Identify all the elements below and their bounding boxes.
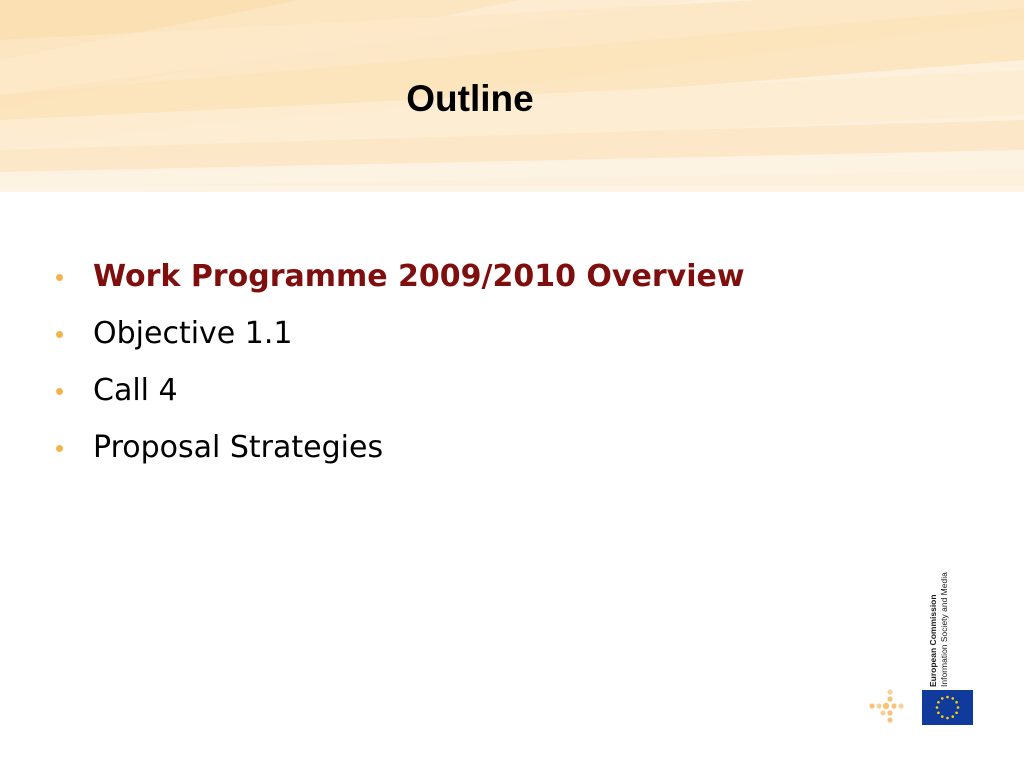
flag-star [957, 706, 960, 709]
flag-star [936, 706, 939, 709]
logo-dot [887, 689, 892, 694]
logo-dot [883, 703, 889, 709]
logo-dot [898, 703, 903, 708]
logo-dot [880, 710, 885, 715]
logo-dot [869, 703, 874, 708]
flag-star [946, 696, 949, 699]
outline-item-label: Proposal Strategies [93, 430, 384, 465]
eu-flag-icon [922, 690, 973, 725]
logo-dot [876, 703, 881, 708]
logo-dot [887, 696, 892, 701]
flag-star [941, 697, 944, 700]
bullet-dot-icon [56, 274, 63, 281]
bullet-dot-icon [56, 388, 63, 395]
flag-star [946, 717, 949, 720]
logo-dot [891, 703, 896, 708]
outline-list [56, 248, 745, 476]
flag-star [937, 701, 940, 704]
ec-organization-label: European Commission [928, 594, 938, 687]
flag-star [951, 715, 954, 718]
bullet-dot-icon [56, 445, 63, 452]
flag-star [941, 715, 944, 718]
flag-star [955, 701, 958, 704]
slide-title: Outline [406, 78, 534, 119]
ec-branding-text [928, 545, 968, 687]
outline-item-label: Call 4 [93, 373, 178, 408]
outline-item [56, 419, 745, 476]
outline-item [56, 362, 745, 419]
flag-star [955, 711, 958, 714]
flag-star [951, 697, 954, 700]
flag-star [937, 711, 940, 714]
outline-item [56, 305, 745, 362]
logo-dot [887, 717, 892, 722]
outline-item [56, 248, 745, 305]
outline-item-label: Objective 1.1 [93, 316, 293, 351]
ec-department-label: Information Society and Media [939, 572, 949, 687]
outline-item-label: Work Programme 2009/2010 Overview [93, 259, 745, 294]
bullet-dot-icon [56, 331, 63, 338]
logo-dot [887, 710, 892, 715]
dots-logo-icon [868, 688, 908, 728]
